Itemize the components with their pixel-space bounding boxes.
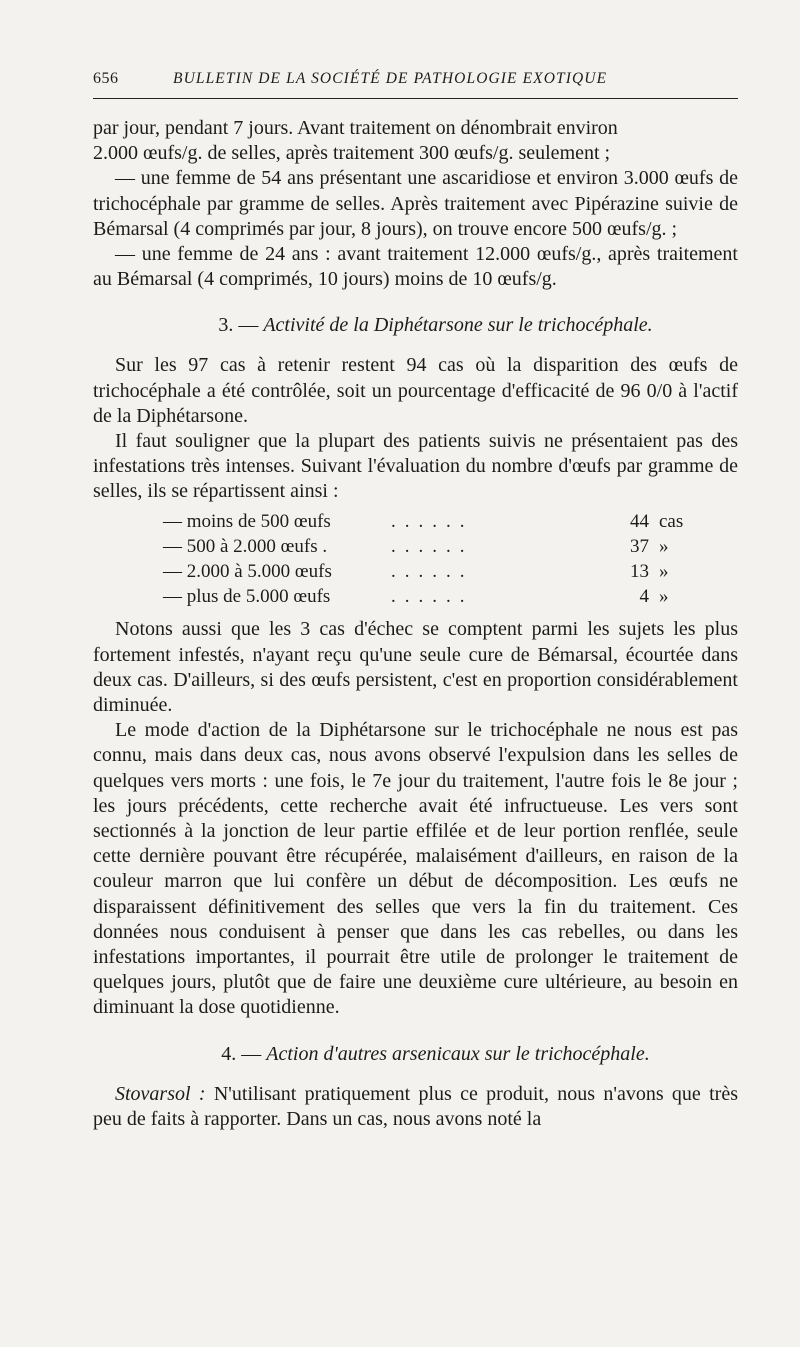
row-leader: ...... bbox=[391, 586, 474, 608]
section-4-number: 4. — bbox=[221, 1042, 262, 1065]
continued-line-1: par jour, pendant 7 jours. Avant traitement on dénombrait environ bbox=[93, 117, 618, 139]
row-label: — 2.000 à 5.000 œufs bbox=[163, 561, 332, 583]
row-unit: cas bbox=[659, 510, 684, 532]
section-3-paragraph-2: Il faut souligner que la plupart des patients suivis ne présentaient pas des infestations très intenses. Suivant l'évaluation du nombre d'œufs par gramme de selles, ils se répartissent ainsi : bbox=[93, 430, 738, 503]
stovarsol-lead: Stovarsol : bbox=[115, 1082, 206, 1105]
row-unit: » bbox=[659, 586, 669, 608]
page-number: 656 bbox=[93, 70, 119, 87]
continued-line-2: 2.000 œufs/g. de selles, après traitement 300 œufs/g. seulement ; bbox=[93, 142, 611, 165]
egg-count-distribution bbox=[93, 511, 738, 612]
case-paragraph-3: — une femme de 24 ans : avant traitement 12.000 œufs/g., après traitement au Bémarsal (4 comprimés, 10 jours) moins de 10 œufs/g. bbox=[93, 243, 738, 291]
row-leader: ...... bbox=[391, 561, 474, 583]
row-label: — 500 à 2.000 œufs . bbox=[163, 535, 328, 557]
section-4-heading bbox=[93, 1042, 738, 1067]
running-header bbox=[93, 60, 738, 99]
row-unit: » bbox=[659, 561, 669, 583]
section-3-heading bbox=[93, 313, 738, 338]
section-4-paragraph bbox=[93, 1082, 738, 1132]
row-count: 13 bbox=[630, 561, 649, 583]
section-3-paragraph-1: Sur les 97 cas à retenir restent 94 cas où la disparition des œufs de trichocéphale a été contrôlée, soit un pourcentage d'efficacité de 96 0/0 à l'actif de la Diphétarsone. bbox=[93, 354, 738, 427]
journal-page bbox=[93, 60, 738, 1130]
row-leader: ...... bbox=[391, 535, 474, 557]
row-count: 4 bbox=[639, 586, 649, 608]
distribution-row bbox=[93, 511, 738, 536]
distribution-row bbox=[93, 586, 738, 611]
row-count: 37 bbox=[630, 535, 649, 557]
row-label: — moins de 500 œufs bbox=[163, 510, 331, 532]
row-leader: ...... bbox=[391, 510, 474, 532]
section-4-title: Action d'autres arsenicaux sur le trichocéphale. bbox=[266, 1042, 650, 1065]
section-3-title: Activité de la Diphétarsone sur le trichocéphale. bbox=[263, 314, 653, 337]
row-count: 44 bbox=[630, 510, 649, 532]
section-3-paragraph-4: Le mode d'action de la Diphétarsone sur le trichocéphale ne nous est pas connu, mais dans deux cas, nous avons observé l'expulsion dans les selles de quelques vers morts : une fois, le 7e jour du traitement, l'autre fois le 8e jour ; les jours précédents, cette recherche avait été infructueuse. Les vers sont sectionnés à la jonction de leur partie effilée et de leur portion renflée, seule cette dernière pouvant être récupérée, malaisément d'ailleurs, en raison de la couleur marron que lui confère un début de décomposition. Les œufs ne disparaissent définitivement des selles que vers la fin du traitement. Ces données nous conduisent à penser que dans les cas rebelles, ou dans les infestations importantes, il pourrait être utile de prolonger le traitement de quelques jours, plutôt que de faire une deuxième cure ultérieure, au besoin en diminuant la dose quotidienne. bbox=[93, 719, 738, 1019]
case-paragraph-2: — une femme de 54 ans présentant une ascaridiose et environ 3.000 œufs de trichocéphale par gramme de selles. Après traitement avec Pipérazine suivie de Bémarsal (4 comprimés par jour, 8 jours), on trouve encore 500 œufs/g. ; bbox=[93, 167, 738, 240]
row-label: — plus de 5.000 œufs bbox=[163, 586, 331, 608]
section-3-paragraph-3: Notons aussi que les 3 cas d'échec se comptent parmi les sujets les plus fortement infestés, n'ayant reçu qu'une seule cure de Bémarsal, écourtée dans deux cas. D'ailleurs, si des œufs persistent, c'est en proportion considérablement diminuée. bbox=[93, 618, 738, 716]
running-title: BULLETIN DE LA SOCIÉTÉ DE PATHOLOGIE EXOTIQUE bbox=[173, 70, 608, 87]
stovarsol-text: N'utilisant pratiquement plus ce produit, nous n'avons que très peu de faits à rapporter. Dans un cas, nous avons noté la bbox=[93, 1082, 738, 1130]
distribution-row bbox=[93, 561, 738, 586]
row-unit: » bbox=[659, 535, 669, 557]
distribution-row bbox=[93, 536, 738, 561]
page-body bbox=[93, 116, 738, 1132]
section-3-number: 3. — bbox=[218, 314, 259, 337]
